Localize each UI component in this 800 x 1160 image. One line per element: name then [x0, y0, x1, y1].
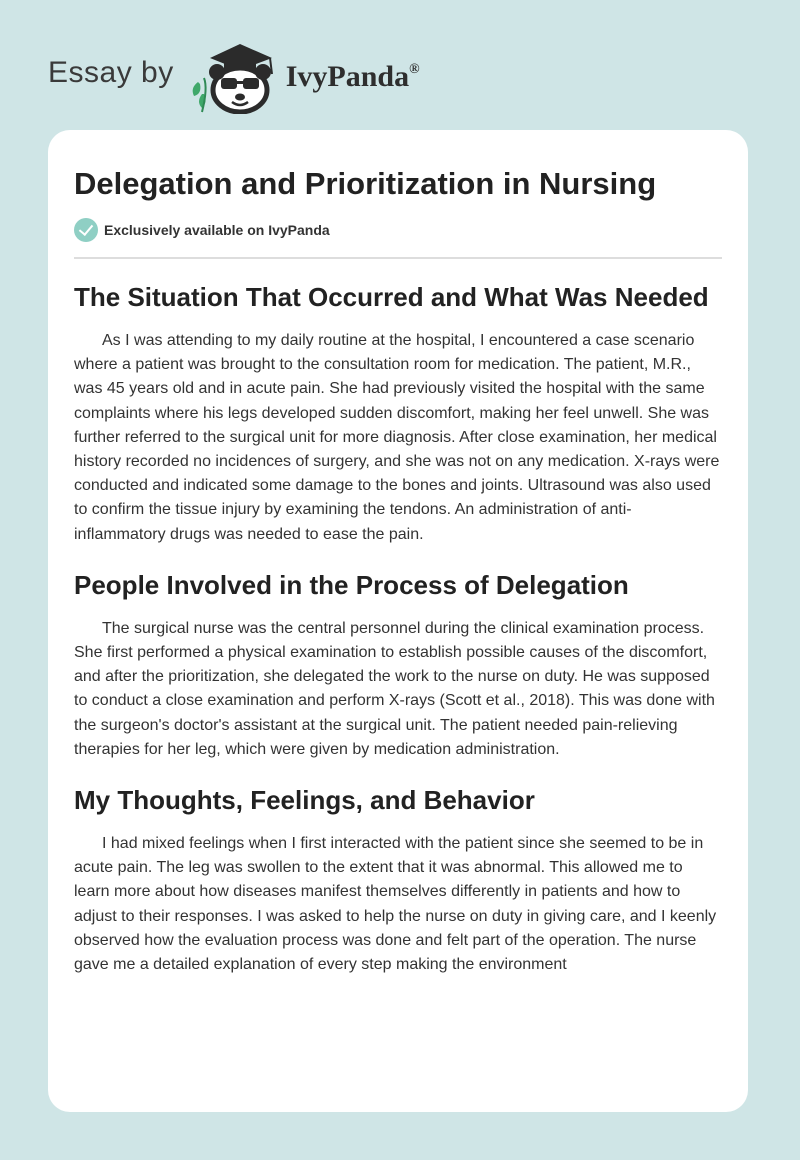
section-paragraph-situation: As I was attending to my daily routine at the hospital, I encountered a case scenario where a patient was brought to the consultation room for medication. The patient, M.R., was 45 years old and in acute pain. She had previously visited the hospital with the same complaints where his legs developed sudden discomfort, making her feel unwell. She was further referred to the surgical unit for more diagnosis. After close examination, her medical history recorded no incidences of surgery, and she was not on any medication. X-rays were conducted and indicated some damage to the bones and joints. Ultrasound was also used to confirm the tissue injury by examining the tendons. An administration of anti-inflammatory drugs was needed to ease the pain.: [74, 332, 720, 543]
section-paragraph-people: The surgical nurse was the central personnel during the clinical examination process. She first performed a physical examination to establish possible causes of the discomfort, and after the prioritization, she delegated the work to the nurse on duty. He was supposed to conduct a close examination and perform X-rays (Scott et al., 2018). This was done with the surgeon's doctor's assistant at the surgical unit. The patient needed pain-relieving therapies for her leg, which were given by medication administration.: [74, 619, 715, 758]
check-circle-icon: [74, 218, 98, 242]
exclusive-badge: [74, 218, 722, 259]
page-title: Delegation and Prioritization in Nursing: [74, 166, 657, 201]
site-header: [48, 36, 420, 116]
section-heading-thoughts: My Thoughts, Feelings, and Behavior: [74, 785, 535, 816]
essay-by-label: Essay by: [48, 56, 174, 89]
registered-mark: ®: [409, 62, 420, 77]
brand-name[interactable]: IvyPanda®: [285, 60, 420, 93]
panda-logo-icon[interactable]: [188, 38, 280, 114]
section-paragraph-thoughts: I had mixed feelings when I first interacted with the patient since she seemed to be in acute pain. The leg was swollen to the extent that it was abnormal. This allowed me to learn more about how diseases manifest themselves differently in patients and how to adjust to their responses. I was asked to help the nurse on duty in giving care, and I keenly observed how the evaluation process was done and felt part of the operation. The nurse gave me a detailed explanation of every step making the environment: [74, 835, 717, 974]
section-heading-people: People Involved in the Process of Delegation: [74, 569, 629, 600]
section-heading-situation: The Situation That Occurred and What Was Needed: [74, 282, 709, 312]
exclusive-badge-label: Exclusively available on IvyPanda: [104, 222, 330, 238]
article-card: [48, 130, 748, 1112]
